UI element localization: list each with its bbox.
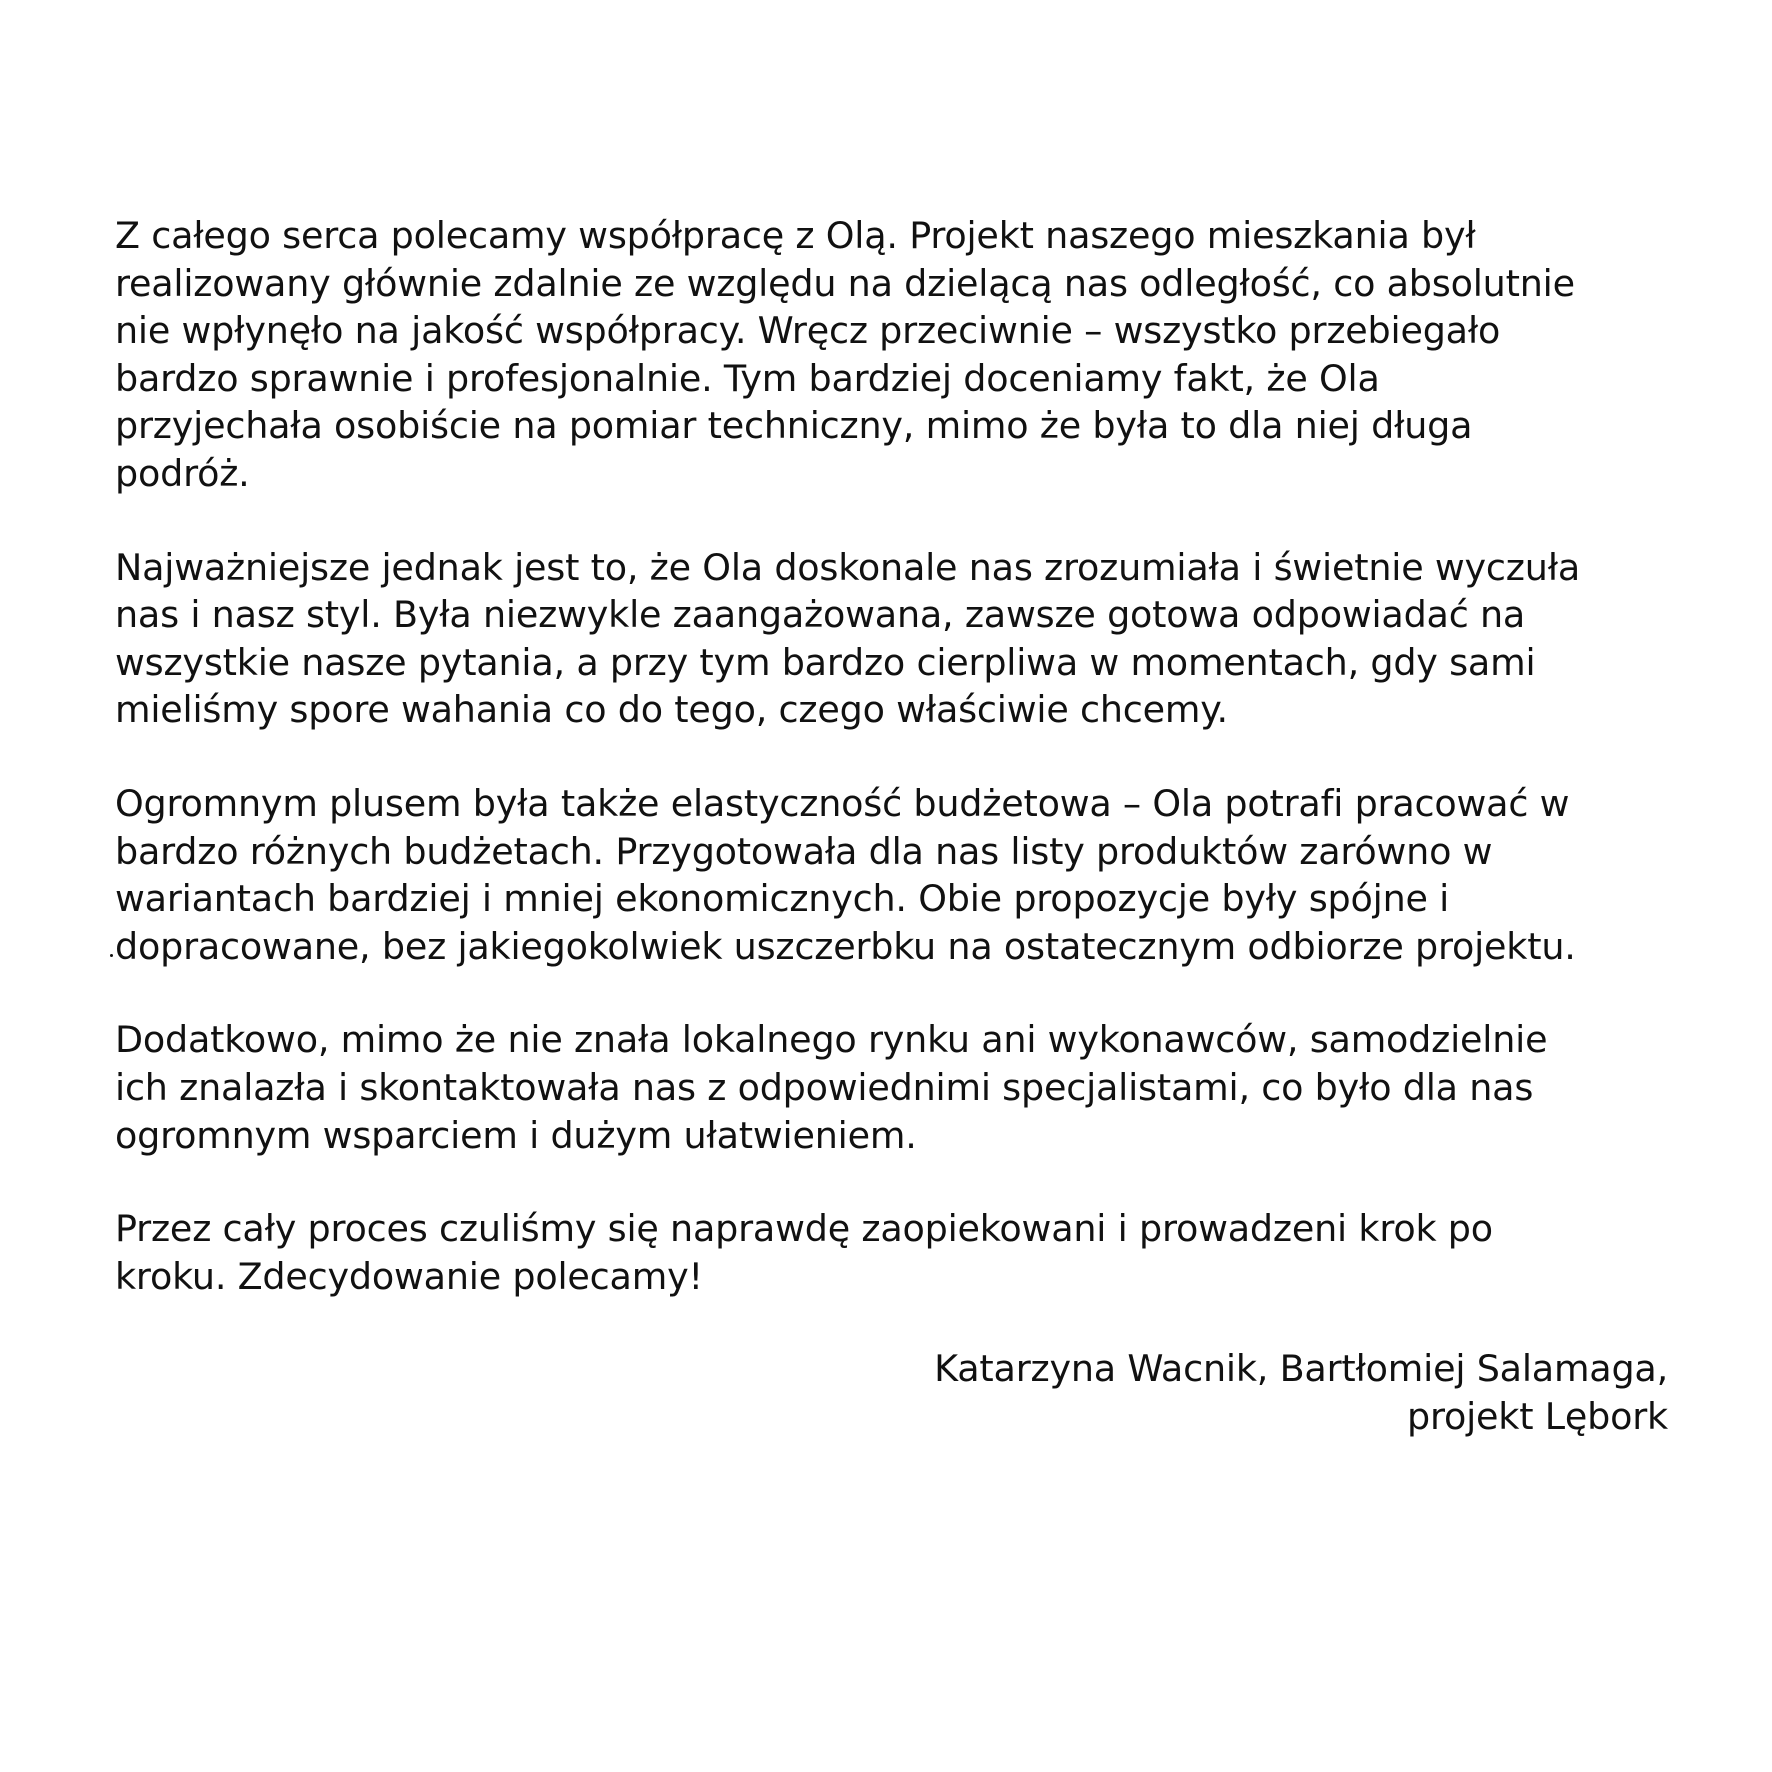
text-line: dopracowane, bez jakiegokolwiek uszczerbku na ostatecznym odbiorze projektu. (115, 924, 1576, 968)
text-line: mieliśmy spore wahania co do tego, czego właściwie chcemy. (115, 688, 1228, 732)
signature (934, 1345, 1668, 1440)
paragraph-3 (115, 780, 1675, 970)
text-line: ich znalazła i skontaktowała nas z odpowiednimi specjalistami, co było dla nas (115, 1065, 1534, 1109)
text-line: nie wpłynęło na jakość współpracy. Wręcz przeciwnie – wszystko przebiegało (115, 309, 1501, 353)
text-line: kroku. Zdecydowanie polecamy! (115, 1254, 703, 1298)
signature-project: projekt Lębork (1407, 1394, 1668, 1438)
text-line: Przez cały proces czuliśmy się naprawdę zaopiekowani i prowadzeni krok po (115, 1207, 1493, 1251)
text-line: Ogromnym plusem była także elastyczność budżetowa – Ola potrafi pracować w (115, 781, 1570, 825)
text-line: wariantach bardziej i mniej ekonomicznych. Obie propozycje były spójne i (115, 877, 1450, 921)
text-line: Najważniejsze jednak jest to, że Ola doskonale nas zrozumiała i świetnie wyczuła (115, 545, 1581, 589)
text-line: ogromnym wsparciem i dużym ułatwieniem. (115, 1113, 917, 1157)
text-line: wszystkie nasze pytania, a przy tym bardzo cierpliwa w momentach, gdy sami (115, 640, 1536, 684)
paragraph-2 (115, 544, 1675, 734)
text-line: Z całego serca polecamy współpracę z Olą. Projekt naszego mieszkania był (115, 214, 1476, 257)
signature-authors: Katarzyna Wacnik, Bartłomiej Salamaga, (934, 1347, 1668, 1390)
stray-dot (110, 954, 113, 957)
text-line: nas i nasz styl. Była niezwykle zaangażowana, zawsze gotowa odpowiadać na (115, 593, 1526, 637)
testimonial-body (115, 212, 1675, 1346)
text-line: bardzo sprawnie i profesjonalnie. Tym bardziej doceniamy fakt, że Ola (115, 356, 1380, 400)
text-line: realizowany głównie zdalnie ze względu na dzielącą nas odległość, co absolutnie (115, 261, 1575, 305)
text-line: przyjechała osobiście na pomiar techniczny, mimo że była to dla niej długa (115, 404, 1473, 448)
text-line: podróż. (115, 451, 250, 495)
paragraph-5 (115, 1205, 1675, 1300)
paragraph-1 (115, 212, 1675, 498)
text-line: Dodatkowo, mimo że nie znała lokalnego rynku ani wykonawców, samodzielnie (115, 1018, 1548, 1062)
paragraph-4 (115, 1016, 1675, 1159)
text-line: bardzo różnych budżetach. Przygotowała dla nas listy produktów zarówno w (115, 829, 1493, 873)
